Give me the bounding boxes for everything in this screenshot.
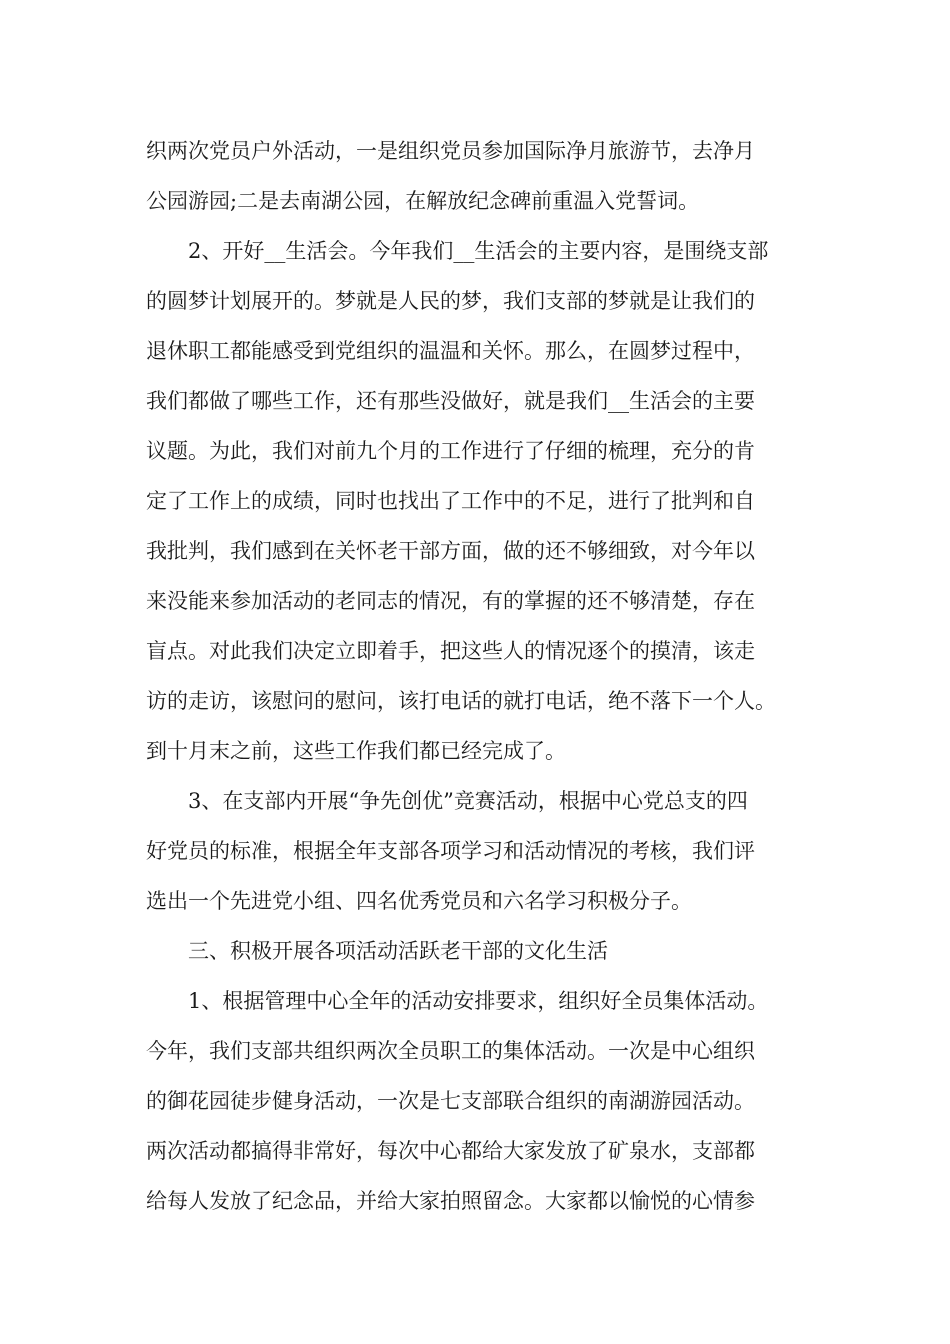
text-line: 议题。为此，我们对前九个月的工作进行了仔细的梳理，充分的肯 [146,439,755,463]
text-line: 来没能来参加活动的老同志的情况，有的掌握的还不够清楚，存在 [146,589,755,613]
text-line: 访的走访，该慰问的慰问，该打电话的就打电话，绝不落下一个人。 [146,689,776,713]
text-line: 两次活动都搞得非常好，每次中心都给大家发放了矿泉水，支部都 [146,1139,755,1163]
text-line: 给每人发放了纪念品，并给大家拍照留念。大家都以愉悦的心情参 [146,1189,755,1213]
text-line: 选出一个先进党小组、四名优秀党员和六名学习积极分子。 [146,889,692,913]
section-heading: 三、积极开展各项活动活跃老干部的文化生活 [188,939,608,963]
text-line: 我们都做了哪些工作，还有那些没做好，就是我们__生活会的主要 [146,389,755,413]
text-line: 定了工作上的成绩，同时也找出了工作中的不足，进行了批判和自 [146,489,755,513]
paragraph-start-line: 3、在支部内开展“争先创优”竞赛活动，根据中心党总支的四 [188,789,748,813]
text-line: 的御花园徒步健身活动，一次是七支部联合组织的南湖游园活动。 [146,1089,755,1113]
text-line: 盲点。对此我们决定立即着手，把这些人的情况逐个的摸清，该走 [146,639,755,663]
text-line: 的圆梦计划展开的。梦就是人民的梦，我们支部的梦就是让我们的 [146,289,755,313]
text-line: 织两次党员户外活动，一是组织党员参加国际净月旅游节，去净月 [146,139,755,163]
text-line: 退休职工都能感受到党组织的温温和关怀。那么，在圆梦过程中， [146,339,755,363]
text-line: 到十月末之前，这些工作我们都已经完成了。 [146,739,566,763]
text-line: 今年，我们支部共组织两次全员职工的集体活动。一次是中心组织 [146,1039,755,1063]
paragraph-start-line: 1、根据管理中心全年的活动安排要求，组织好全员集体活动。 [188,989,769,1013]
document-body [146,126,836,1226]
paragraph-start-line: 2、开好__生活会。今年我们__生活会的主要内容，是围绕支部 [188,239,769,263]
text-line: 我批判，我们感到在关怀老干部方面，做的还不够细致，对今年以 [146,539,755,563]
text-line: 公园游园;二是去南湖公园，在解放纪念碑前重温入党誓词。 [146,189,700,213]
text-line: 好党员的标准，根据全年支部各项学习和活动情况的考核，我们评 [146,839,755,863]
